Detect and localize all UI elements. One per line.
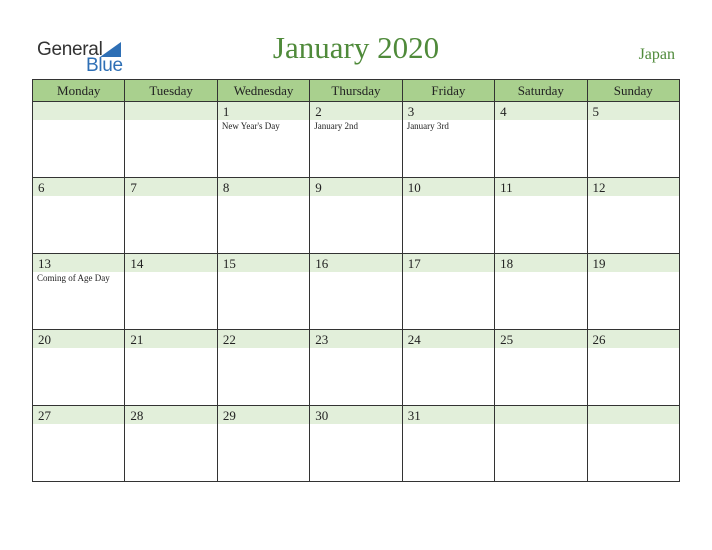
day-cell xyxy=(495,102,587,178)
day-cell xyxy=(125,406,217,482)
day-number-band xyxy=(125,178,216,196)
week-row xyxy=(33,102,680,178)
day-number: 14 xyxy=(130,256,144,271)
day-number: 5 xyxy=(592,104,600,119)
day-number: 28 xyxy=(130,408,144,423)
holiday-label: January 2nd xyxy=(314,121,359,131)
day-cell xyxy=(495,330,587,406)
day-number: 21 xyxy=(130,332,144,347)
day-cell xyxy=(33,254,125,330)
day-cell xyxy=(33,330,125,406)
day-number: 7 xyxy=(130,180,137,195)
day-number: 31 xyxy=(407,408,421,423)
day-number: 10 xyxy=(407,180,421,195)
day-cell xyxy=(587,406,679,482)
day-number: 12 xyxy=(592,180,606,195)
day-cell xyxy=(495,178,587,254)
day-cell xyxy=(402,330,494,406)
day-cell xyxy=(310,406,402,482)
day-cell xyxy=(217,330,309,406)
day-number: 29 xyxy=(222,408,236,423)
day-number: 11 xyxy=(500,180,513,195)
day-cell xyxy=(587,330,679,406)
day-number: 23 xyxy=(315,332,329,347)
weekday-header: Thursday xyxy=(310,80,402,102)
day-number: 4 xyxy=(500,104,507,119)
week-row xyxy=(33,178,680,254)
day-cell xyxy=(125,102,217,178)
day-number: 8 xyxy=(222,180,230,195)
weekday-header-row xyxy=(33,80,680,102)
logo-text-blue: Blue xyxy=(86,55,123,76)
day-cell xyxy=(33,178,125,254)
day-number: 26 xyxy=(592,332,606,347)
week-row xyxy=(33,406,680,482)
day-cell xyxy=(33,406,125,482)
day-number-band xyxy=(403,102,494,120)
day-number-band xyxy=(495,102,586,120)
day-cell xyxy=(310,178,402,254)
day-cell xyxy=(217,178,309,254)
day-cell xyxy=(125,330,217,406)
weekday-header: Wednesday xyxy=(217,80,309,102)
day-number: 25 xyxy=(500,332,514,347)
day-cell xyxy=(310,254,402,330)
day-cell xyxy=(495,254,587,330)
weekday-header: Sunday xyxy=(587,80,679,102)
day-number: 2 xyxy=(315,104,322,119)
day-cell xyxy=(33,102,125,178)
day-number-band xyxy=(588,102,679,120)
day-number-band xyxy=(588,406,679,424)
day-cell xyxy=(125,254,217,330)
day-cell xyxy=(495,406,587,482)
day-cell xyxy=(125,178,217,254)
day-number: 22 xyxy=(222,332,236,347)
day-cell xyxy=(310,330,402,406)
day-cell xyxy=(310,102,402,178)
holiday-label: New Year's Day xyxy=(221,121,280,131)
day-cell xyxy=(587,102,679,178)
day-number: 17 xyxy=(407,256,421,271)
day-number-band xyxy=(495,406,586,424)
holiday-label: Coming of Age Day xyxy=(37,273,110,283)
day-number: 16 xyxy=(315,256,329,271)
weekday-header: Saturday xyxy=(495,80,587,102)
day-cell xyxy=(587,178,679,254)
holiday-label: January 3rd xyxy=(406,121,449,131)
day-number: 24 xyxy=(407,332,421,347)
day-number: 3 xyxy=(407,104,415,119)
day-number-band xyxy=(310,102,401,120)
day-cell xyxy=(217,406,309,482)
day-cell xyxy=(217,102,309,178)
weekday-header: Monday xyxy=(33,80,125,102)
day-cell xyxy=(402,254,494,330)
calendar-title: January 2020 xyxy=(272,30,440,65)
day-cell xyxy=(217,254,309,330)
weekday-header: Tuesday xyxy=(125,80,217,102)
day-cell xyxy=(402,406,494,482)
day-number: 27 xyxy=(38,408,51,423)
day-number: 1 xyxy=(222,104,230,119)
week-row xyxy=(33,254,680,330)
weekday-header: Friday xyxy=(402,80,494,102)
day-number: 13 xyxy=(38,256,51,271)
calendar-grid xyxy=(32,79,680,482)
day-cell xyxy=(402,178,494,254)
day-number-band xyxy=(33,102,124,120)
day-number-band xyxy=(218,178,309,196)
day-number-band xyxy=(125,102,216,120)
day-cell xyxy=(402,102,494,178)
day-number: 20 xyxy=(38,332,51,347)
day-cell xyxy=(587,254,679,330)
day-number: 6 xyxy=(38,180,45,195)
day-number: 30 xyxy=(315,408,329,423)
week-row xyxy=(33,330,680,406)
day-number-band xyxy=(33,178,124,196)
day-number: 18 xyxy=(500,256,514,271)
day-number: 9 xyxy=(315,180,322,195)
country-label: Japan xyxy=(638,46,675,63)
day-number-band xyxy=(310,178,401,196)
day-number: 15 xyxy=(222,256,236,271)
day-number: 19 xyxy=(592,256,606,271)
logo-text-general: General xyxy=(37,39,103,60)
day-number-band xyxy=(218,102,309,120)
